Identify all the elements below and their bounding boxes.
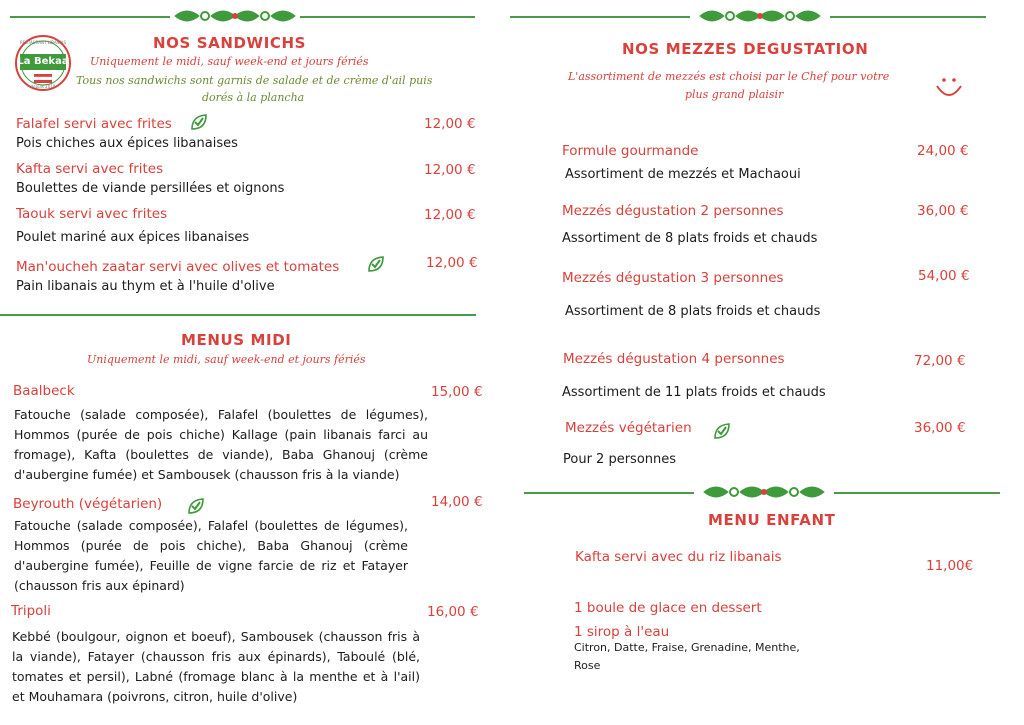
mezze-item-price: 72,00 €	[914, 353, 966, 369]
mezze-item-name: Mezzés dégustation 4 personnes	[563, 351, 785, 367]
mezze-item-desc: Assortiment de mezzés et Machaoui	[565, 167, 801, 182]
sandwich-item-name: Kafta servi avec frites	[16, 161, 164, 177]
menu-enfant-title: MENU ENFANT	[708, 511, 836, 529]
mezze-item-desc: Assortiment de 8 plats froids et chauds	[565, 304, 821, 319]
enfant-item-name: Kafta servi avec du riz libanais	[575, 549, 782, 565]
menu-item-name: Beyrouth (végétarien)	[13, 496, 163, 512]
menu-item-price: 14,00 €	[431, 494, 483, 510]
leaf-check-icon	[712, 421, 732, 441]
enfant-flavors-line1: Citron, Datte, Fraise, Grenadine, Menthe,	[574, 641, 800, 654]
sandwich-item-price: 12,00 €	[424, 116, 476, 132]
mezze-item-price: 36,00 €	[917, 203, 969, 219]
logo-name: La Bekaa	[17, 56, 69, 67]
floral-ornament-icon	[694, 482, 834, 502]
sandwiches-info-line1: Tous nos sandwichs sont garnis de salade et de crème d'ail puis	[76, 74, 433, 87]
menu-item-name: Baalbeck	[13, 383, 75, 399]
menus-midi-title: MENUS MIDI	[181, 331, 292, 349]
mezze-item-name: Mezzés dégustation 2 personnes	[562, 203, 784, 219]
mezze-item-price: 54,00 €	[918, 268, 970, 284]
enfant-item-price: 11,00€	[926, 558, 974, 574]
mezze-item-name: Mezzés végétarien	[565, 420, 692, 436]
menus-midi-divider	[0, 313, 480, 317]
enfant-dessert: 1 boule de glace en dessert	[574, 600, 762, 616]
sandwich-item-desc: Pois chiches aux épices libanaises	[16, 136, 238, 151]
mezze-item-desc: Assortiment de 8 plats froids et chauds	[562, 231, 818, 246]
floral-ornament-icon	[690, 6, 830, 26]
sandwich-item-name: Man'oucheh zaatar servi avec olives et tomates	[16, 259, 340, 275]
sandwich-item-price: 12,00 €	[424, 207, 476, 223]
floral-ornament-icon	[165, 6, 305, 26]
leaf-check-icon	[366, 254, 386, 274]
sandwich-item-name: Taouk servi avec frites	[16, 206, 168, 222]
leaf-check-icon	[189, 112, 209, 132]
sandwich-item-price: 12,00 €	[426, 255, 478, 271]
sandwich-item-desc: Pain libanais au thym et à l'huile d'olive	[16, 279, 275, 294]
sandwiches-info-line2: dorés à la plancha	[202, 91, 305, 104]
menu-item-desc: Fatouche (salade composée), Falafel (boulettes de légumes), Hommos (purée de pois chiche), Baba Ghanouj (crème d'aubergine fumée), Feuille de vigne farcie de riz et Fatayer (chausson fris aux épinard)	[14, 518, 408, 593]
enfant-flavors-line2: Rose	[574, 659, 601, 672]
restaurant-logo	[14, 34, 72, 92]
mezze-item-desc: Pour 2 personnes	[563, 452, 677, 467]
mezzes-title: NOS MEZZES DEGUSTATION	[622, 40, 869, 58]
top-divider-left	[0, 15, 480, 19]
menu-enfant-divider	[524, 491, 1000, 495]
mezze-item-name: Formule gourmande	[562, 143, 699, 159]
enfant-sirop: 1 sirop à l'eau	[574, 624, 670, 640]
menu-item-name: Tripoli	[11, 603, 51, 619]
sandwiches-note: Uniquement le midi, sauf week-end et jours fériés	[90, 55, 369, 68]
mezze-item-name: Mezzés dégustation 3 personnes	[562, 270, 784, 286]
logo-sub: depuis 2010	[30, 84, 56, 89]
menu-item-price: 16,00 €	[427, 604, 479, 620]
menu-item-price: 15,00 €	[431, 384, 483, 400]
sandwich-item-price: 12,00 €	[424, 162, 476, 178]
logo-tagline: RESTAURANT LIBANAIS	[19, 40, 67, 45]
mezze-item-desc: Assortiment de 11 plats froids et chauds	[562, 385, 826, 400]
sandwiches-title: NOS SANDWICHS	[153, 34, 307, 52]
smiley-icon	[934, 72, 964, 100]
menu-item-desc: Fatouche (salade composée), Falafel (boulettes de légumes), Hommos (purée de pois chiche) Kallage (pain libanais farci au fromage), Kafta (boulettes de viande), Baba Ghanouj (crème d'aubergine fumée) et Sambousek (chausson fris à la viande)	[14, 407, 428, 482]
top-divider-right	[510, 15, 990, 19]
sandwich-item-name: Falafel servi avec frites	[16, 116, 172, 132]
mezze-item-price: 36,00 €	[914, 420, 966, 436]
sandwich-item-desc: Boulettes de viande persillées et oignons	[16, 181, 285, 196]
leaf-check-icon	[186, 496, 206, 516]
sandwich-item-desc: Poulet mariné aux épices libanaises	[16, 230, 250, 245]
menus-midi-note: Uniquement le midi, sauf week-end et jours fériés	[87, 353, 366, 366]
menu-item-desc: Kebbé (boulgour, oignon et boeuf), Sambousek (chausson fris à la viande), Fatayer (chausson fris aux épinards), Taboulé (blé, tomates et persil), Labné (fromage blanc à la menthe et à l'ail) et Mouhamara (poivrons, citron, huile d'olive)	[12, 629, 420, 704]
mezze-item-price: 24,00 €	[917, 143, 969, 159]
mezzes-note-line1: L'assortiment de mezzés est choisi par le Chef pour votre	[568, 70, 890, 83]
mezzes-note-line2: plus grand plaisir	[685, 88, 784, 101]
